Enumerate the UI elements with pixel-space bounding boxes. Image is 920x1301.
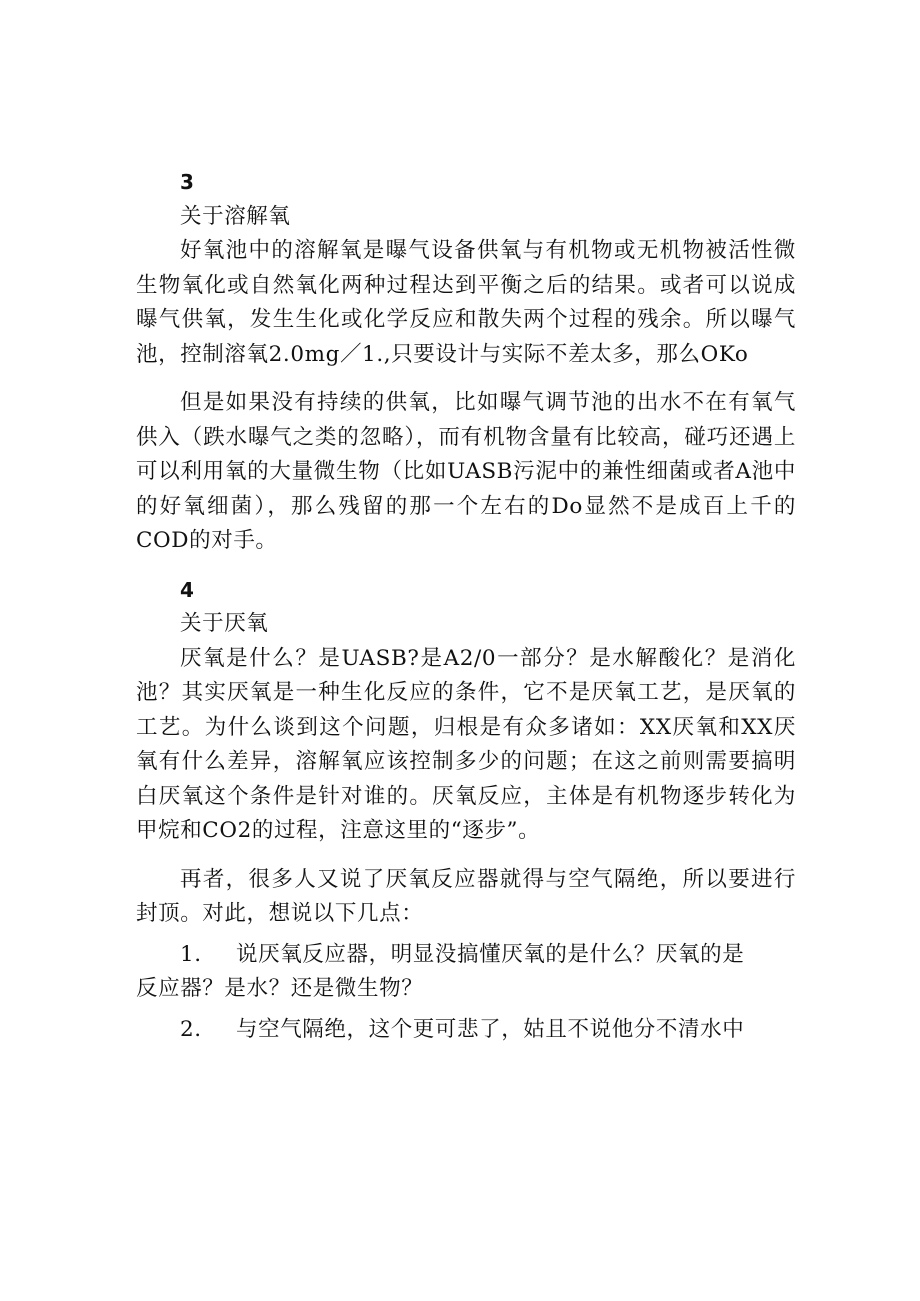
section-title: 关于厌氧 (180, 611, 269, 636)
document-body (136, 165, 796, 1047)
list-item-number: 2. (180, 1016, 202, 1042)
section-title: 关于溶解氧 (180, 203, 291, 229)
list-item-continuation: 反应器？是水？还是微生物？ (136, 976, 424, 1001)
paragraph: 厌氧是什么？是UASB?是A2/0一部分？是水解酸化？是消化池？其实厌氧是一种生化反应的条件，它不是厌氧工艺，是厌氧的工艺。为什么谈到这个问题，归根是有众多诸如：XX厌氧和XX厌氧有什么差异，溶解氧应该控制多少的问题；在这之前则需要搞明白厌氧这个条件是针对谁的。厌氧反应，主体是有机物逐步转化为甲烷和CO2的过程，注意这里的“逐步”。 (136, 645, 796, 843)
list-item (136, 938, 796, 1007)
list-item-text: 与空气隔绝，这个更可悲了，姑且不说他分不清水中 (236, 1016, 745, 1042)
list-item-text: 说厌氧反应器，明显没搞懂厌氧的是什么？厌氧的是 (236, 941, 745, 967)
section-number: 4 (180, 577, 195, 602)
paragraph: 好氧池中的溶解氧是曝气设备供氧与有机物或无机物被活性微生物氧化或自然氧化两种过程达到平衡之后的结果。或者可以说成曝气供氧，发生生化或化学反应和散失两个过程的残余。所以曝气池，控制溶氧2.0mg／1.,只要设计与实际不差太多，那么OKo (136, 238, 796, 367)
paragraph: 再者，很多人又说了厌氧反应器就得与空气隔绝，所以要进行封顶。对此，想说以下几点： (136, 866, 796, 926)
list-item-number: 1. (180, 941, 202, 967)
section-number: 3 (180, 170, 195, 194)
paragraph: 但是如果没有持续的供氧，比如曝气调节池的出水不在有氧气供入（跌水曝气之类的忽略），而有机物含量有比较高，碰巧还遇上可以利用氧的大量微生物（比如UASB污泥中的兼性细菌或者A池中的好氧细菌），那么残留的那一个左右的Do显然不是成百上千的COD的对手。 (136, 390, 796, 553)
list-item (136, 1013, 796, 1048)
